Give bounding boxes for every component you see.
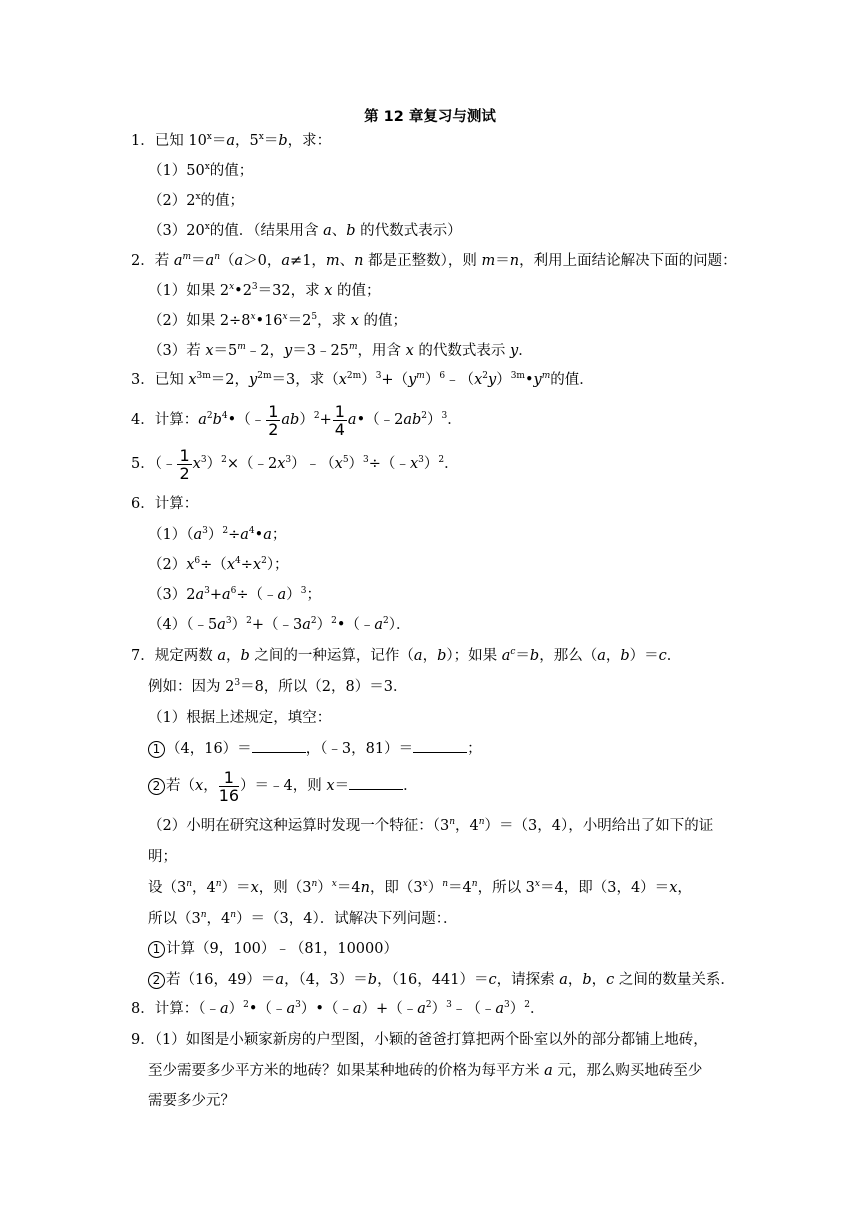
question-6-part-3: $(3)2a^3+a^6\div(﹣a)^3$； — [148, 586, 321, 603]
question-7-proof-2: 所以（3$^n$，$4^n)=(3$，4）．试解决下列问题：． — [148, 910, 458, 927]
question-1-part-3: （3）20$^x$的值．（结果用含 a、b 的代数式表示） — [148, 222, 462, 239]
question-7-part-2-cont: 明； — [148, 849, 177, 865]
circled-number-1: 1 — [148, 941, 165, 958]
question-8: 8．计算：$(﹣a)^2•(﹣a^3)•(﹣a)+(﹣a^2)^3﹣(﹣a^3)^2$． — [131, 1000, 545, 1017]
question-2: 2．若 $a^m=a^n(a>0$，a≠1，m、n 都是正整数），则 m＝n，利用上面结论解决下面的问题： — [131, 252, 737, 269]
question-7-example: 例如：因为 $2^3=8$，所以（2，8）＝3． — [148, 678, 408, 695]
fraction-one-half: $\frac{1}{2}$ — [179, 445, 190, 483]
answer-blank[interactable] — [252, 738, 306, 753]
question-1-part-1: （1）50$^x$的值； — [148, 162, 254, 179]
question-9-line-3: 需要多少元？ — [148, 1093, 235, 1109]
circled-number-2: 2 — [148, 778, 165, 795]
question-6: 6．计算： — [131, 496, 199, 512]
question-7-fill-1: 1 （4，16）＝ ，（﹣3，81）＝ ； — [148, 738, 482, 759]
question-7-fill-2: 2 若（x， $\frac{1}{16}$ ）＝﹣4，则 x＝ ． — [148, 766, 418, 806]
question-5: 5．（﹣ $\frac{1}{2}$ $x^3)^2\times(﹣2x^3)﹣(x^5)^3\div(﹣x^3)^2$． — [131, 445, 459, 483]
question-4: 4．计算：$a^2b^4•(﹣$ $\frac{1}{2}$ ab）$^2$+ $\frac{1}{4}$ $a•(﹣2ab^2)^3$． — [131, 401, 462, 439]
question-2-part-2: （2）如果 $2\div 8^x•16^x=2^5$，求 x 的值； — [148, 312, 407, 329]
question-7: 7．规定两数 a，b 之间的一种运算，记作（a，b）；如果 $a^c=b$，那么（a，b）＝c． — [131, 647, 682, 664]
question-7-compute-2: 2 若（16，49）＝a，（4，3）＝b，（16，441）＝c，请探索 a，b，c 之间的数量关系． — [148, 970, 735, 990]
question-2-part-3: （3）若 $x=5^m﹣2$，$y=3﹣25^m$，用含 x 的代数式表示 y． — [148, 342, 533, 359]
page-title: 第 12 章复习与测试 — [364, 109, 496, 125]
question-6-part-4: $(4)(﹣5a^3)^2+(﹣3a^2)^2•(﹣a^2)$． — [148, 616, 411, 633]
question-1: 1．已知 $10^x=a$，$5^x=b$，求： — [131, 132, 332, 149]
circled-number-1: 1 — [148, 741, 165, 758]
question-3: 3．已知 $x^{3m}=2$，$y^{2m}=3$，求$(x^{2m})^3+(y^m)^6﹣(x^2y)^{3m}•y^m$的值． — [131, 371, 594, 388]
answer-blank[interactable] — [413, 738, 467, 753]
fraction-one-quarter: $\frac{1}{4}$ — [334, 401, 345, 439]
question-7-compute-1: 1 计算（9，100）﹣（81，10000） — [148, 939, 398, 959]
question-6-part-2: $(2)x^6\div(x^4\div x^2)$； — [148, 556, 289, 573]
question-7-part-1: （1）根据上述规定，填空： — [148, 710, 332, 726]
fraction-one-sixteenth: $\frac{1}{16}$ — [218, 767, 240, 805]
question-2-part-1: （1）如果 $2^x•2^3=32$，求 x 的值； — [148, 282, 381, 299]
question-1-part-2: （2）2$^x$的值； — [148, 192, 245, 209]
question-9: 9．（1）如图是小颖家新房的户型图，小颖的爸爸打算把两个卧室以外的部分都铺上地砖， — [131, 1032, 708, 1048]
question-6-part-1: $(1)(a^3)^2\div a^4•a$； — [148, 526, 287, 543]
question-9-line-2: 至少需要多少平方米的地砖？如果某种地砖的价格为每平方米 a 元，那么购买地砖至少 — [148, 1063, 703, 1079]
question-7-part-2: （2）小明在研究这种运算时发现一个特征：（3$^n$，$4^n)=(3$，4），小明给出了如下的证 — [148, 817, 714, 834]
circled-number-2: 2 — [148, 972, 165, 989]
question-7-proof-1: 设（3$^n$，$4^n)=x$，则$(3^n)^x=4n$，即$(3^x)^n=4^n$，所以 $3^x=4$，即（3，4）＝x， — [148, 879, 692, 896]
answer-blank[interactable] — [349, 775, 403, 790]
fraction-one-half: $\frac{1}{2}$ — [268, 401, 279, 439]
